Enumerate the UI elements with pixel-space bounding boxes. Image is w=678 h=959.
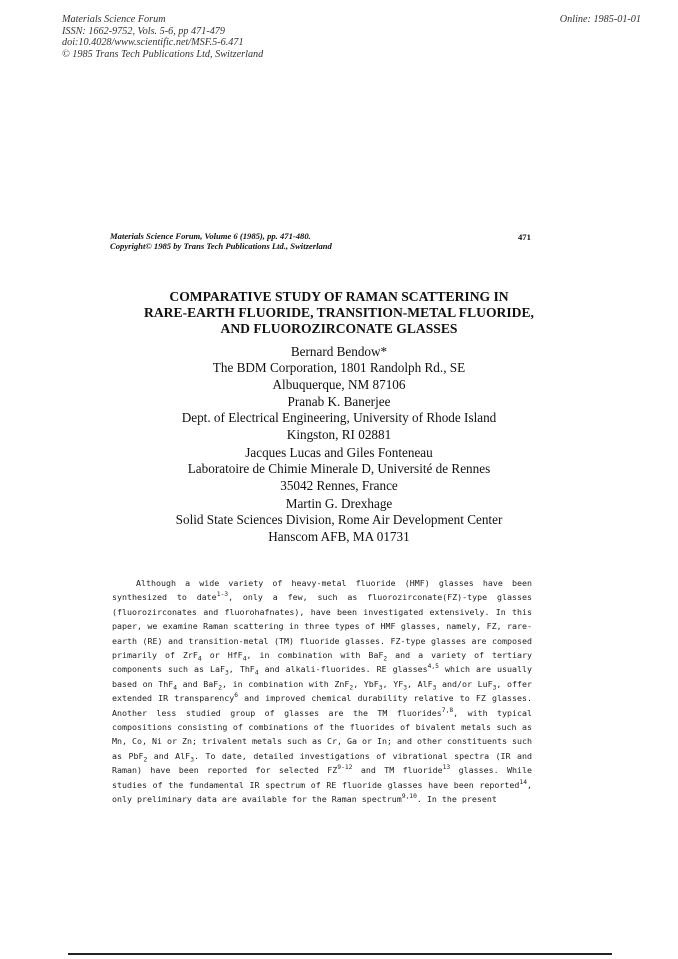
paper-title <box>0 289 678 338</box>
author-address: Kingston, RI 02881 <box>286 426 392 442</box>
citation-block <box>110 231 332 252</box>
author-block-3 <box>0 445 678 494</box>
author-affiliation: Dept. of Electrical Engineering, University of Rhode Island <box>181 410 497 426</box>
doi-line: doi:10.4028/www.scientific.net/MSF.5-6.471 <box>62 37 244 49</box>
author-block-1 <box>0 344 678 393</box>
online-date: Online: 1985-01-01 <box>559 14 641 25</box>
author-name: Jacques Lucas and Giles Fonteneau <box>245 445 433 460</box>
title-line: AND FLUOROZIRCONATE GLASSES <box>220 321 458 337</box>
author-address: Hanscom AFB, MA 01731 <box>268 528 410 544</box>
body-text <box>112 576 532 807</box>
author-address: 35042 Rennes, France <box>280 477 398 493</box>
author-address: Albuquerque, NM 87106 <box>272 376 406 392</box>
author-name: Martin G. Drexhage <box>285 496 393 511</box>
author-name: Pranab K. Banerjee <box>287 394 391 409</box>
footer-rule <box>68 953 612 955</box>
author-block-2 <box>0 394 678 443</box>
author-affiliation: Solid State Sciences Division, Rome Air Development Center <box>175 512 503 528</box>
title-line: RARE-EARTH FLUORIDE, TRANSITION-METAL FLUORIDE, <box>144 305 534 321</box>
citation-line-1: Materials Science Forum, Volume 6 (1985), pp. 471-480. <box>110 231 311 241</box>
title-line: COMPARATIVE STUDY OF RAMAN SCATTERING IN <box>169 289 509 304</box>
author-affiliation: The BDM Corporation, 1801 Randolph Rd., SE <box>212 360 466 376</box>
author-affiliation: Laboratoire de Chimie Minerale D, Université de Rennes <box>187 461 491 477</box>
author-block-4 <box>0 496 678 545</box>
journal-name: Materials Science Forum <box>62 14 166 25</box>
page-number: 471 <box>518 232 531 242</box>
issn-line: ISSN: 1662-9752, Vols. 5-6, pp 471-479 <box>62 25 225 37</box>
body-paragraph: Although a wide variety of heavy-metal fluoride (HMF) glasses have been synthesized to date$^{1-3}$, only a few, such as fluorozirconate(FZ)-type glasses (fluorozirconates and fluorohafnates), have been investigated extensively. In this paper, we examine Raman scattering in three types of HMF glasses, namely, FZ, rare-earth (RE) and transition-metal (TM) fluoride glasses. FZ-type glasses are composed primarily of ZrF$_4$ or HfF$_4$, in combination with BaF$_2$ and a variety of tertiary components such as LaF$_3$, ThF$_4$ and alkali-fluorides. RE glasses$^{4,5}$ which are usually based on ThF$_4$ and BaF$_2$, in combination with ZnF$_2$, YbF$_3$, $YF_3$, AlF$_3$ and/or LuF$_3$, offer extended IR transparency$^6$ and improved chemical durability relative to FZ glasses. Another less studied group of glasses are the TM fluorides$^{7,8}$, with typical compositions consisting of combinations of the fluorides of bivalent metals such as Mn, Co, Ni or Zn; trivalent metals such as Cr, Ga or In; and other constituents such as PbF$_2$ and AlF$_3$. To date, detailed investigations of vibrational spectra (IR and Raman) have been reported for selected FZ$^{9-12}$ and TM fluoride$^{13}$ glasses. While studies of the fundamental IR spectrum of RE fluoride glasses have been reported$^{14}$, only preliminary data are available for the Raman spectrum$^{9,10}$. In the present <box>112 578 533 805</box>
publication-header <box>62 14 263 60</box>
citation-line-2: Copyright© 1985 by Trans Tech Publications Ltd., Switzerland <box>110 241 332 252</box>
copyright-line: © 1985 Trans Tech Publications Ltd, Switzerland <box>62 48 264 60</box>
author-name: Bernard Bendow* <box>290 344 388 359</box>
